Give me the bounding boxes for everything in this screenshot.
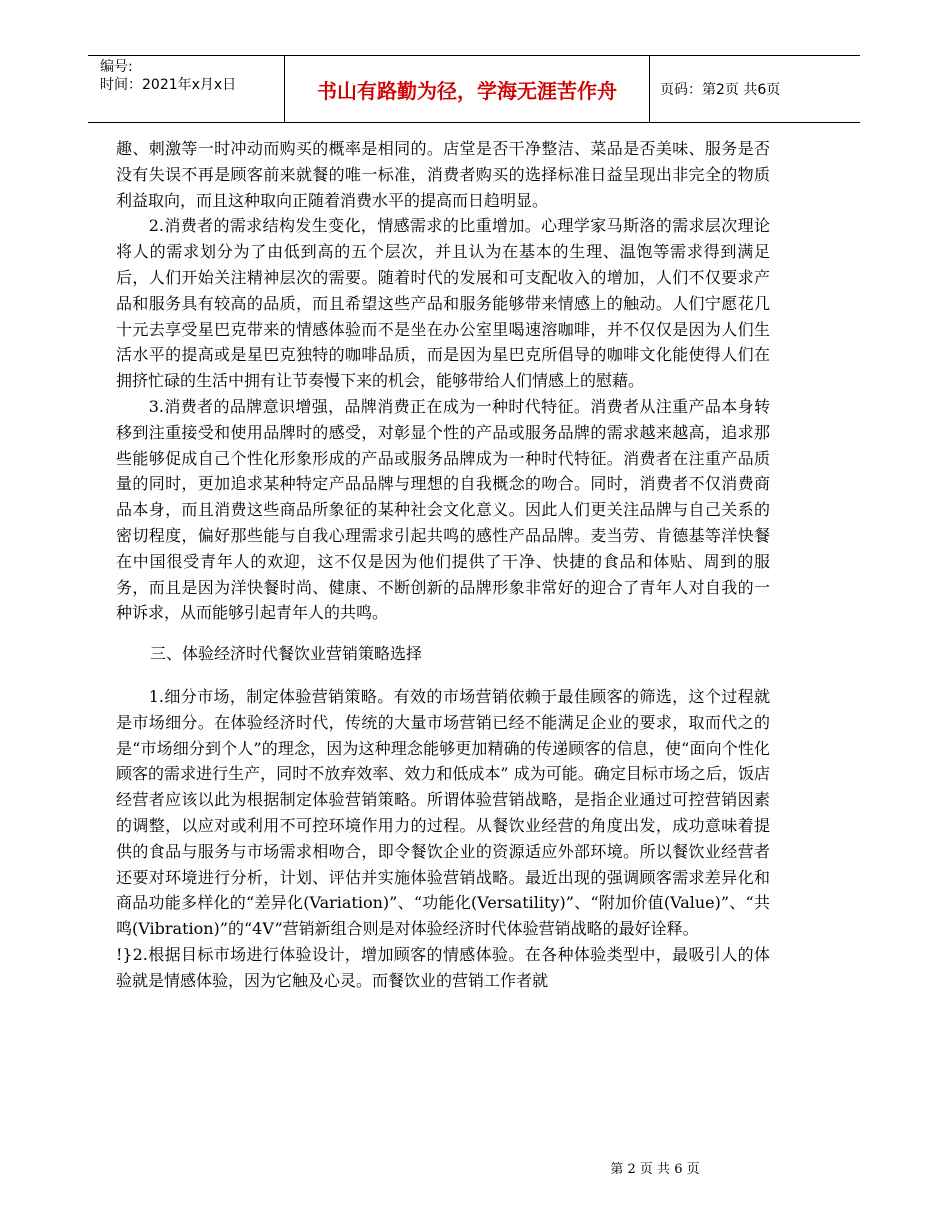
header-motto: 书山有路勤为径，学海无涯苦作舟: [284, 56, 650, 122]
paragraph: 趣、刺激等一时冲动而购买的概率是相同的。店堂是否干净整洁、菜品是否美味、服务是否没有失误不再是顾客前来就餐的唯一标准，消费者购买的选择标准日益呈现出非完全的物质利益取向，而且这种取向正随着消费水平的提高而日趋明显。: [116, 139, 770, 210]
header-page-info: 页码：第2页 共6页: [660, 82, 781, 98]
document-time-label: 时间：2021年x月x日: [100, 77, 237, 93]
document-body: [116, 136, 770, 994]
paragraph: 3.消费者的品牌意识增强，品牌消费正在成为一种时代特征。消费者从注重产品本身转移到注重接受和使用品牌时的感受，对彰显个性的产品或服务品牌的需求越来越高，追求那些能够促成自己个性化形象形成的产品或服务品牌成为一种时代特征。消费者在注重产品质量的同时，更加追求某种特定产品品牌与理想的自我概念的吻合。同时，消费者不仅消费商品本身，而且消费这些商品所象征的某种社会文化意义。因此人们更关注品牌与自己关系的密切程度，偏好那些能与自我心理需求引起共鸣的感性产品品牌。麦当劳、肯德基等洋快餐在中国很受青年人的欢迎，这不仅是因为他们提供了干净、快捷的食品和体贴、周到的服务，而且是因为洋快餐时尚、健康、不断创新的品牌形象非常好的迎合了青年人对自我的一种诉求，从而能够引起青年人的共鸣。: [116, 396, 770, 623]
header-meta: [88, 56, 284, 122]
page-header: [88, 55, 860, 123]
paragraph: !}2.根据目标市场进行体验设计，增加顾客的情感体验。在各种体验类型中，最吸引人的体验就是情感体验，因为它触及心灵。而餐饮业的营销工作者就: [116, 944, 770, 990]
footer-page-number: 第 2 页 共 6 页: [610, 1162, 700, 1177]
section-heading: 三、体验经济时代餐饮业营销策略选择: [150, 644, 423, 664]
page-footer: [0, 1158, 950, 1177]
paragraph: 1.细分市场，制定体验营销策略。有效的市场营销依赖于最佳顾客的筛选，这个过程就是市场细分。在体验经济时代，传统的大量市场营销已经不能满足企业的要求，取而代之的是“市场细分到个人”的理念，因为这种理念能够更加精确的传递顾客的信息，使“面向个性化顾客的需求进行生产，同时不放弃效率、效力和低成本” 成为可能。确定目标市场之后，饭店经营者应该以此为根据制定体验营销策略。所谓体验营销战略，是指企业通过可控营销因素的调整，以应对或利用不可控环境作用力的过程。从餐饮业经营的角度出发，成功意味着提供的食品与服务与市场需求相吻合，即令餐饮企业的资源适应外部环境。所以餐饮业经营者还要对环境进行分析，计划、评估并实施体验营销战略。最近出现的强调顾客需求差异化和商品功能多样化的“差异化(Variation)”、“功能化(Versatility)”、“附加价值(Value)”、“共鸣(Vibration)”的“4V”营销新组合则是对体验经济时代体验营销战略的最好诠释。: [116, 686, 770, 939]
paragraph: 2.消费者的需求结构发生变化，情感需求的比重增加。心理学家马斯洛的需求层次理论将人的需求划分为了由低到高的五个层次，并且认为在基本的生理、温饱等需求得到满足后，人们开始关注精神层次的需要。随着时代的发展和可支配收入的增加，人们不仅要求产品和服务具有较高的品质，而且希望这些产品和服务能够带来情感上的触动。人们宁愿花几十元去享受星巴克带来的情感体验而不是坐在办公室里喝速溶咖啡，并不仅仅是因为人们生活水平的提高或是星巴克独特的咖啡品质，而是因为星巴克所倡导的咖啡文化能使得人们在拥挤忙碌的生活中拥有让节奏慢下来的机会，能够带给人们情感上的慰藉。: [116, 216, 770, 391]
document-number-label: 编号:: [100, 59, 133, 75]
